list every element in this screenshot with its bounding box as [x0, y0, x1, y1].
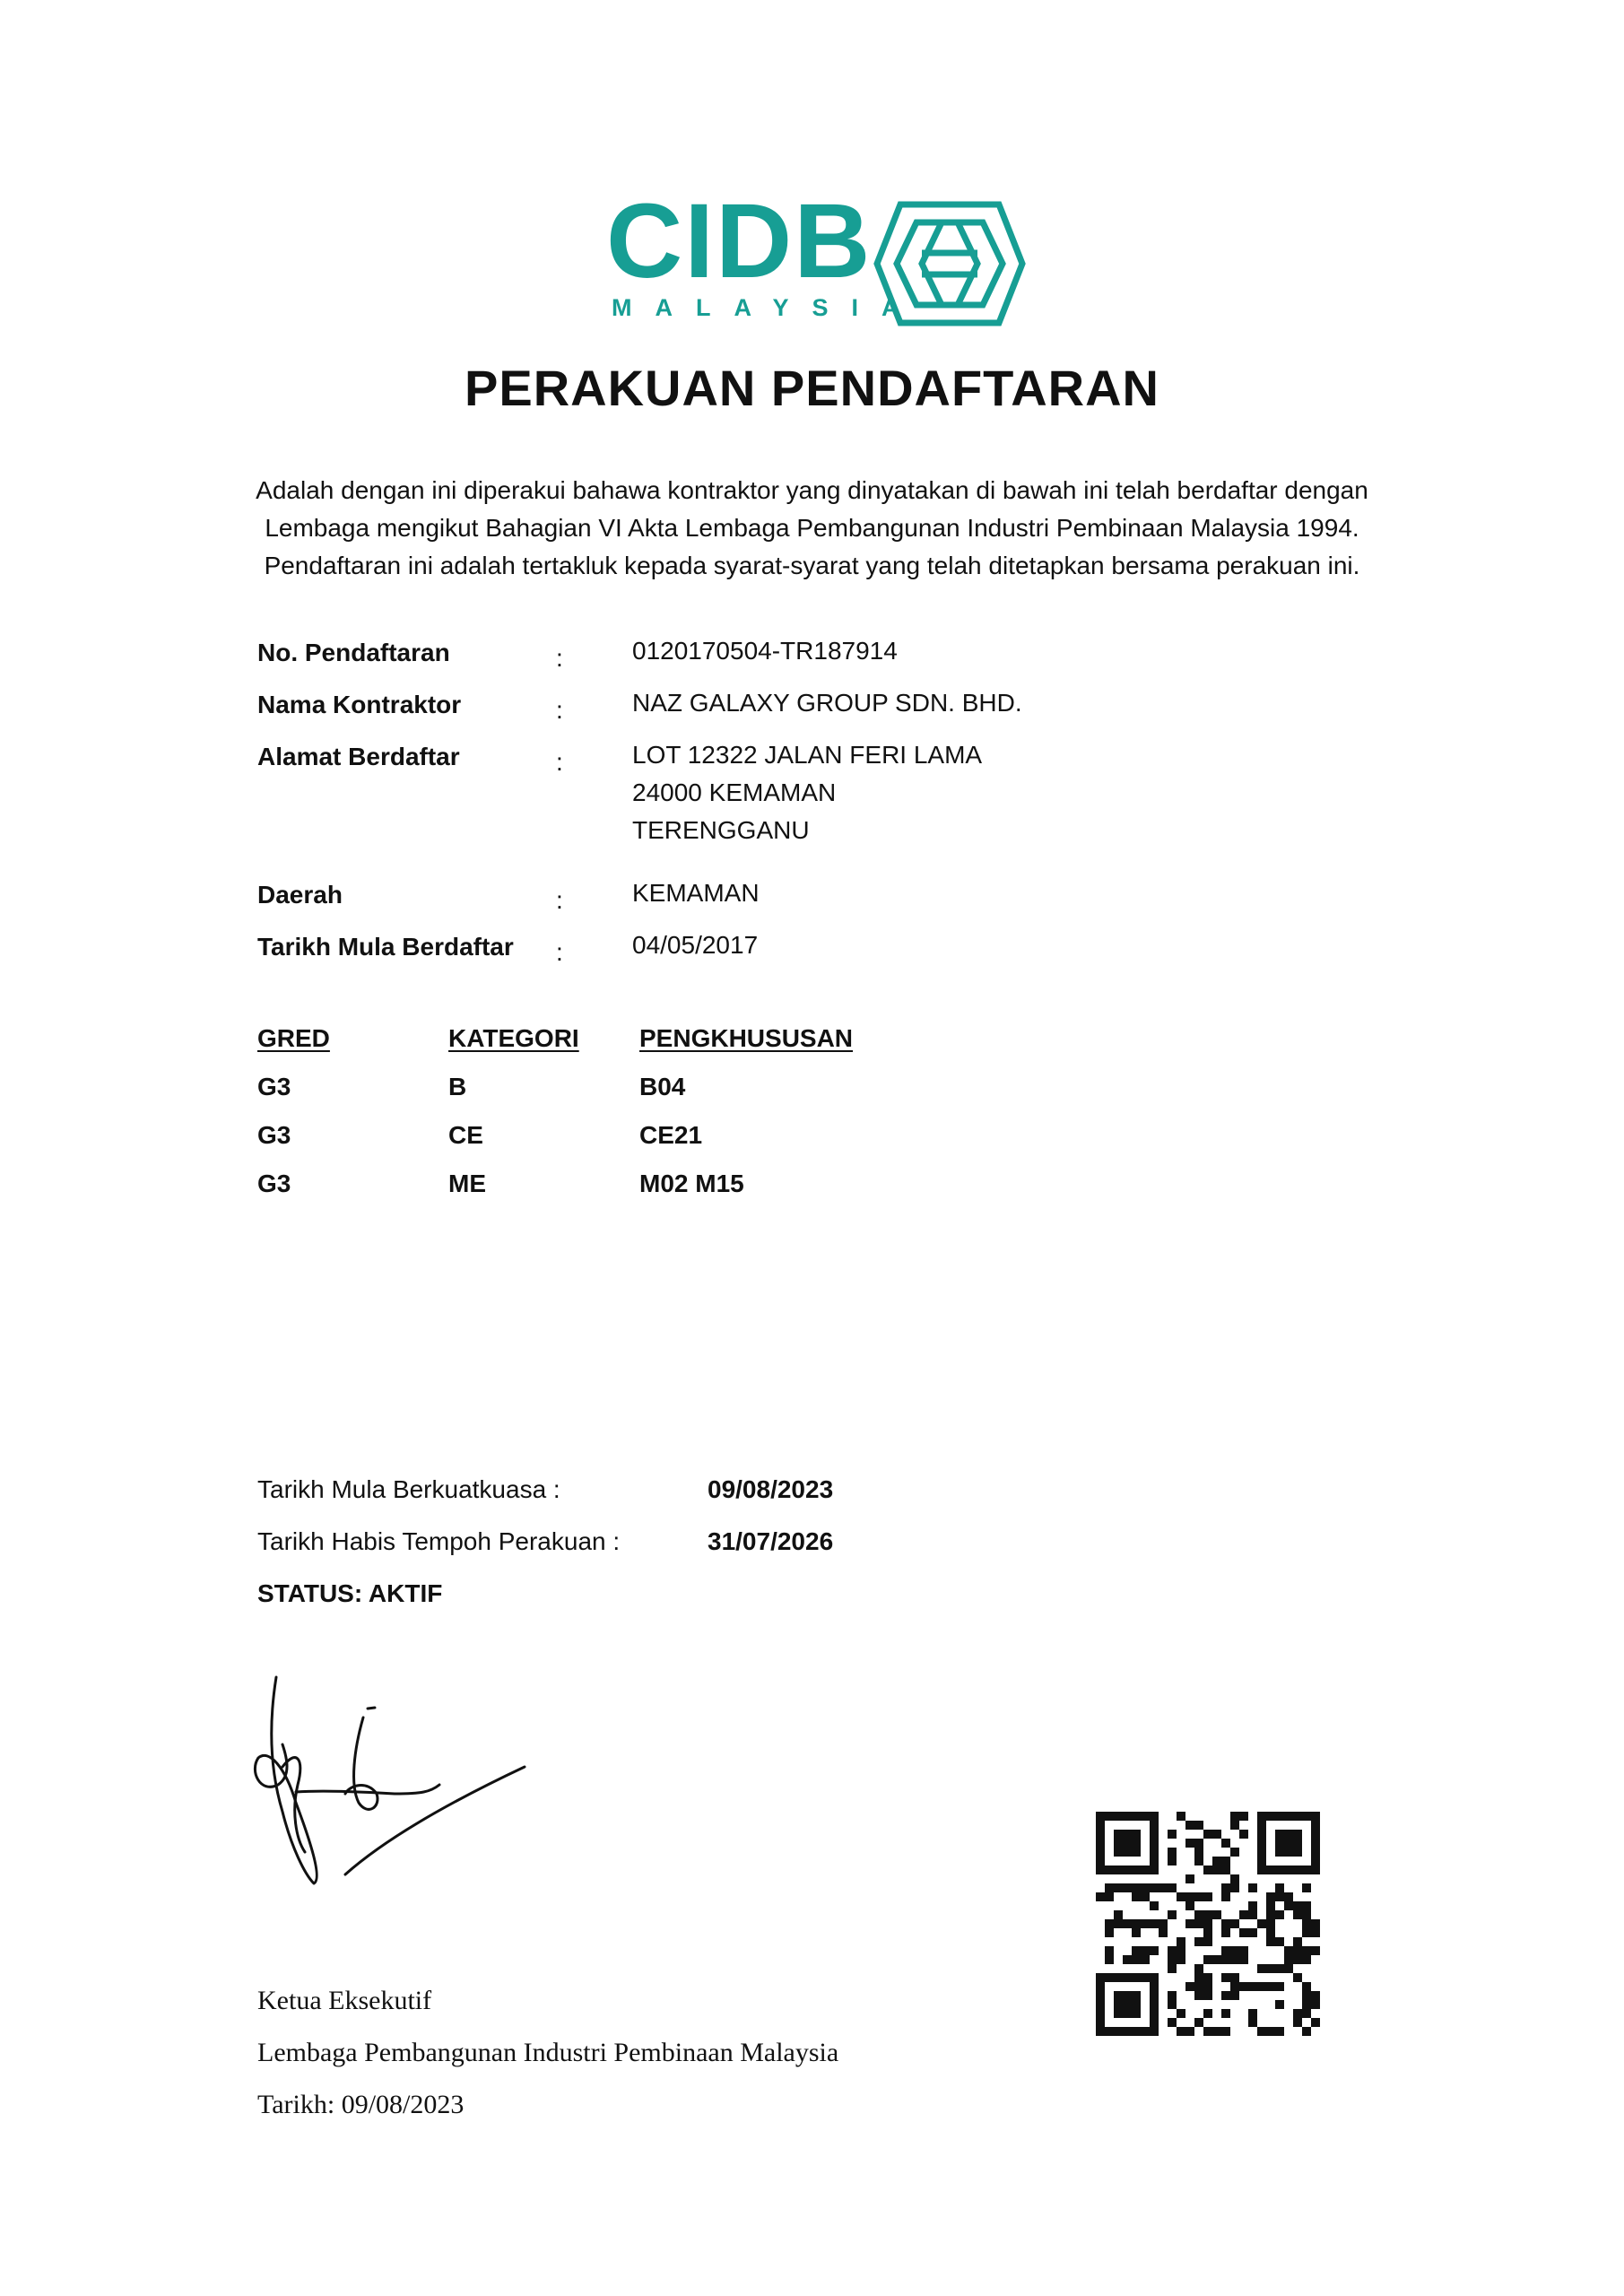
qr-module: [1311, 1919, 1320, 1928]
qr-module: [1185, 1901, 1194, 1910]
cell-kategori: ME: [448, 1170, 486, 1197]
signatory-organisation: Lembaga Pembangunan Industri Pembinaan Malaysia: [257, 2038, 839, 2067]
qr-module: [1105, 1955, 1114, 1964]
qr-module: [1132, 1946, 1141, 1955]
qr-module: [1168, 1955, 1177, 1964]
qr-module: [1293, 2018, 1302, 2027]
qr-module: [1203, 1982, 1212, 1991]
qr-module: [1177, 1892, 1185, 1901]
qr-module: [1275, 1937, 1284, 1946]
validity-end-value: 31/07/2026: [708, 1527, 834, 1555]
address-label: Alamat Berdaftar: [257, 743, 460, 770]
separator: :: [556, 748, 563, 776]
qr-module: [1203, 1919, 1212, 1928]
qr-module: [1266, 1901, 1275, 1910]
qr-module: [1248, 1928, 1257, 1937]
header-pengkhususan: PENGKHUSUSAN: [639, 1024, 854, 1052]
qr-module: [1311, 2000, 1320, 2009]
qr-module: [1194, 1964, 1203, 1973]
qr-module: [1266, 1910, 1275, 1919]
qr-module: [1275, 1982, 1284, 1991]
address-line: TERENGGANU: [632, 816, 810, 844]
qr-module: [1177, 1812, 1185, 1821]
qr-module: [1185, 2027, 1194, 2036]
qr-module: [1105, 1919, 1114, 1928]
logo-wordmark: CIDB: [606, 182, 873, 300]
qr-module: [1168, 1883, 1177, 1892]
qr-module: [1114, 1883, 1123, 1892]
qr-module: [1194, 1892, 1203, 1901]
qr-module: [1114, 1830, 1141, 1857]
qr-module: [1114, 1910, 1123, 1919]
qr-module: [1141, 1919, 1150, 1928]
qr-module: [1239, 1946, 1248, 1955]
validity-end-label: Tarikh Habis Tempoh Perakuan :: [257, 1527, 621, 1555]
qr-module: [1302, 2009, 1311, 2018]
qr-module: [1221, 1973, 1230, 1982]
registration-no-label: No. Pendaftaran: [257, 639, 450, 666]
qr-module: [1266, 1937, 1275, 1946]
qr-module: [1194, 1910, 1203, 1919]
qr-module: [1266, 1892, 1275, 1901]
qr-module: [1230, 1982, 1239, 1991]
qr-module: [1302, 2000, 1311, 2009]
qr-module: [1194, 1857, 1203, 1866]
qr-module: [1221, 1839, 1230, 1848]
qr-module: [1302, 1883, 1311, 1892]
qr-module: [1230, 1955, 1239, 1964]
qr-module: [1194, 1919, 1203, 1928]
qr-module: [1239, 1955, 1248, 1964]
qr-module: [1203, 2009, 1212, 2018]
qr-module: [1275, 2000, 1284, 2009]
cell-pengkhususan: B04: [639, 1073, 686, 1100]
qr-module: [1177, 2009, 1185, 2018]
qr-module: [1123, 1919, 1132, 1928]
contractor-name-label: Nama Kontraktor: [257, 691, 462, 718]
qr-module: [1311, 1991, 1320, 2000]
qr-module: [1248, 2018, 1257, 2027]
qr-module: [1221, 1883, 1230, 1892]
qr-module: [1248, 1982, 1257, 1991]
qr-module: [1230, 1848, 1239, 1857]
signatory-title: Ketua Eksekutif: [257, 1986, 432, 2015]
validity-start-label: Tarikh Mula Berkuatkuasa :: [257, 1475, 560, 1503]
qr-module: [1177, 2027, 1185, 2036]
qr-module: [1311, 1928, 1320, 1937]
qr-module: [1194, 1982, 1203, 1991]
district-label: Daerah: [257, 881, 343, 909]
qr-module: [1168, 2018, 1177, 2027]
qr-module: [1275, 1964, 1284, 1973]
header-kategori: KATEGORI: [448, 1024, 579, 1052]
qr-module: [1248, 1883, 1257, 1892]
qr-module: [1132, 1892, 1141, 1901]
qr-module: [1105, 1883, 1114, 1892]
qr-module: [1212, 1955, 1221, 1964]
qr-module: [1150, 1919, 1159, 1928]
qr-module: [1275, 2027, 1284, 2036]
qr-module: [1203, 1973, 1212, 1982]
qr-module: [1114, 1991, 1141, 2018]
intro-line: Pendaftaran ini adalah tertakluk kepada syarat-syarat yang telah ditetapkan bersama perakuan ini.: [264, 552, 1360, 579]
qr-module: [1194, 1848, 1203, 1857]
qr-module: [1123, 1883, 1132, 1892]
qr-module: [1105, 1892, 1114, 1901]
qr-module: [1168, 1964, 1177, 1973]
qr-module: [1185, 1919, 1194, 1928]
qr-module: [1203, 1892, 1212, 1901]
address-line: LOT 12322 JALAN FERI LAMA: [632, 741, 983, 769]
qr-module: [1168, 1910, 1177, 1919]
separator: :: [556, 644, 563, 672]
qr-module: [1132, 1883, 1141, 1892]
qr-module: [1159, 1919, 1168, 1928]
qr-module: [1293, 1901, 1302, 1910]
qr-module: [1150, 1946, 1159, 1955]
qr-code-icon: [1096, 1812, 1320, 2036]
qr-module: [1194, 1973, 1203, 1982]
page-title: PERAKUAN PENDAFTARAN: [465, 360, 1159, 416]
qr-module: [1257, 1982, 1266, 1991]
contractor-name-value: NAZ GALAXY GROUP SDN. BHD.: [632, 689, 1022, 717]
separator: :: [556, 938, 563, 966]
qr-module: [1168, 2000, 1177, 2009]
qr-module: [1185, 1892, 1194, 1901]
qr-module: [1212, 2027, 1221, 2036]
qr-module: [1221, 1991, 1230, 2000]
qr-module: [1302, 1982, 1311, 1991]
validity-start-value: 09/08/2023: [708, 1475, 834, 1503]
qr-module: [1230, 1919, 1239, 1928]
qr-module: [1284, 1892, 1293, 1901]
qr-module: [1150, 1901, 1159, 1910]
qr-module: [1194, 1937, 1203, 1946]
qr-module: [1185, 1839, 1194, 1848]
qr-module: [1203, 1991, 1212, 2000]
qr-module: [1239, 1812, 1248, 1821]
qr-module: [1177, 1937, 1185, 1946]
qr-module: [1230, 1874, 1239, 1883]
qr-module: [1194, 1839, 1203, 1848]
qr-module: [1257, 1964, 1266, 1973]
signatory-date: Tarikh: 09/08/2023: [257, 2090, 465, 2119]
qr-module: [1105, 1928, 1114, 1937]
qr-module: [1302, 2027, 1311, 2036]
qr-module: [1123, 1955, 1132, 1964]
qr-module: [1230, 1812, 1239, 1821]
qr-module: [1168, 1946, 1177, 1955]
qr-module: [1257, 2027, 1266, 2036]
qr-module: [1096, 1892, 1105, 1901]
qr-module: [1293, 1937, 1302, 1946]
qr-module: [1311, 1946, 1320, 1955]
qr-module: [1132, 1955, 1141, 1964]
district-value: KEMAMAN: [632, 879, 760, 907]
qr-module: [1266, 2027, 1275, 2036]
qr-module: [1132, 1919, 1141, 1928]
qr-module: [1221, 1955, 1230, 1964]
qr-module: [1293, 1955, 1302, 1964]
registered-since-label: Tarikh Mula Berdaftar: [257, 933, 514, 961]
qr-module: [1114, 1919, 1123, 1928]
qr-module: [1168, 1830, 1177, 1839]
qr-module: [1302, 1955, 1311, 1964]
separator: :: [556, 886, 563, 914]
intro-paragraph: [179, 472, 1445, 585]
qr-module: [1168, 1857, 1177, 1866]
qr-module: [1150, 1883, 1159, 1892]
qr-module: [1230, 1973, 1239, 1982]
qr-module: [1230, 1821, 1239, 1830]
qr-module: [1177, 1955, 1185, 1964]
qr-module: [1284, 1955, 1293, 1964]
cell-kategori: CE: [448, 1121, 483, 1149]
qr-module: [1293, 1973, 1302, 1982]
qr-module: [1257, 1919, 1266, 1928]
qr-module: [1185, 1874, 1194, 1883]
qr-module: [1266, 1964, 1275, 1973]
qr-module: [1203, 1937, 1212, 1946]
qr-module: [1248, 1910, 1257, 1919]
qr-module: [1284, 1901, 1293, 1910]
qr-module: [1221, 1866, 1230, 1874]
qr-module: [1239, 1910, 1248, 1919]
qr-module: [1275, 1830, 1302, 1857]
cell-pengkhususan: M02 M15: [639, 1170, 744, 1197]
qr-module: [1203, 2027, 1212, 2036]
registration-no-value: 0120170504-TR187914: [632, 637, 898, 665]
qr-module: [1311, 2018, 1320, 2027]
qr-module: [1203, 1928, 1212, 1937]
header-gred: GRED: [257, 1024, 330, 1052]
qr-module: [1212, 1910, 1221, 1919]
cell-kategori: B: [448, 1073, 467, 1100]
qr-module: [1230, 1991, 1239, 2000]
address-line: 24000 KEMAMAN: [632, 778, 837, 806]
qr-module: [1203, 1830, 1212, 1839]
qr-module: [1293, 1946, 1302, 1955]
qr-module: [1275, 1883, 1284, 1892]
qr-module: [1141, 1883, 1150, 1892]
status-badge: STATUS: AKTIF: [257, 1579, 443, 1607]
qr-module: [1203, 1955, 1212, 1964]
qr-module: [1194, 1991, 1203, 2000]
qr-module: [1141, 1955, 1150, 1964]
qr-module: [1141, 1946, 1150, 1955]
qr-module: [1302, 1910, 1311, 1919]
qr-module: [1212, 1857, 1221, 1866]
intro-line: Lembaga mengikut Bahagian VI Akta Lembaga Pembangunan Industri Pembinaan Malaysia 1994.: [265, 514, 1359, 542]
qr-module: [1212, 1830, 1221, 1839]
qr-module: [1132, 1928, 1141, 1937]
qr-module: [1221, 2027, 1230, 2036]
qr-module: [1230, 1883, 1239, 1892]
qr-module: [1266, 1919, 1275, 1928]
qr-module: [1159, 1928, 1168, 1937]
qr-module: [1293, 1910, 1302, 1919]
qr-module: [1302, 1901, 1311, 1910]
logo-country: MALAYSIA: [612, 294, 923, 321]
cidb-logo: [606, 182, 1028, 330]
qr-module: [1221, 1946, 1230, 1955]
qr-module: [1159, 1883, 1168, 1892]
qr-module: [1275, 1892, 1284, 1901]
intro-line: Adalah dengan ini diperakui bahawa kontraktor yang dinyatakan di bawah ini telah berdaftar dengan: [256, 476, 1368, 504]
qr-module: [1284, 1964, 1293, 1973]
qr-module: [1239, 1928, 1248, 1937]
cidb-hexagon-icon: [864, 201, 1026, 326]
separator: :: [556, 696, 563, 724]
qr-module: [1302, 1991, 1311, 2000]
qr-module: [1248, 1901, 1257, 1910]
qr-module: [1203, 1910, 1212, 1919]
qr-module: [1239, 1982, 1248, 1991]
qr-module: [1230, 1946, 1239, 1955]
qr-module: [1168, 1991, 1177, 2000]
qr-module: [1212, 1866, 1221, 1874]
qr-module: [1141, 1892, 1150, 1901]
signature-image: [242, 1659, 538, 1901]
qr-module: [1302, 1928, 1311, 1937]
qr-module: [1221, 1919, 1230, 1928]
qr-module: [1293, 2009, 1302, 2018]
qr-module: [1185, 1821, 1194, 1830]
cell-gred: G3: [257, 1121, 291, 1149]
qr-module: [1194, 1821, 1203, 1830]
qr-module: [1105, 1946, 1114, 1955]
qr-module: [1194, 2018, 1203, 2027]
cell-pengkhususan: CE21: [639, 1121, 703, 1149]
qr-module: [1284, 1946, 1293, 1955]
qr-module: [1221, 1892, 1230, 1901]
qr-module: [1266, 1982, 1275, 1991]
registered-since-value: 04/05/2017: [632, 931, 759, 959]
qr-module: [1239, 1830, 1248, 1839]
qr-module: [1275, 1910, 1284, 1919]
qr-module: [1302, 1946, 1311, 1955]
cell-gred: G3: [257, 1170, 291, 1197]
qr-module: [1221, 2009, 1230, 2018]
qr-module: [1185, 1982, 1194, 1991]
qr-module: [1221, 1928, 1230, 1937]
qr-module: [1266, 1928, 1275, 1937]
qr-module: [1177, 1946, 1185, 1955]
qr-module: [1203, 1866, 1212, 1874]
qr-module: [1248, 2009, 1257, 2018]
qr-module: [1302, 1919, 1311, 1928]
cell-gred: G3: [257, 1073, 291, 1100]
qr-module: [1168, 1848, 1177, 1857]
qr-module: [1221, 1857, 1230, 1866]
